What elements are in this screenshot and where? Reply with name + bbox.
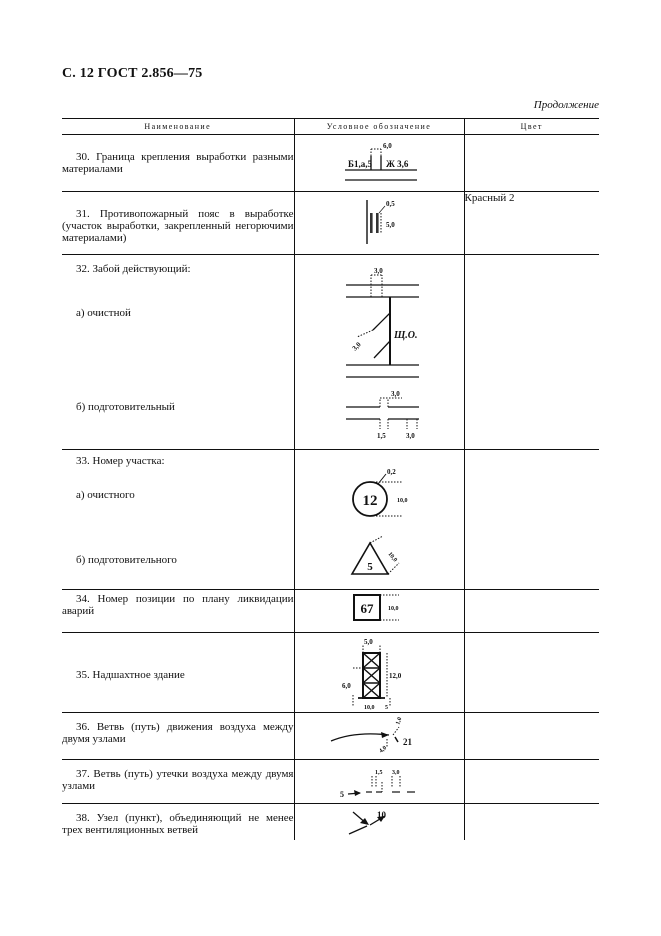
- dim-label: 3,0: [373, 267, 383, 275]
- section-number-symbols: [295, 450, 465, 589]
- face-label: Щ.О.: [393, 330, 417, 341]
- color-value: Красный 2: [464, 192, 515, 204]
- col-header-color: Цвет: [464, 119, 599, 135]
- symbol-cell: [294, 135, 464, 192]
- development-section-triangle: [352, 536, 399, 574]
- dim-label: 0,5: [385, 200, 395, 208]
- table-header-row: [62, 119, 599, 135]
- row-name: 37. Ветвь (путь) утечки воздуха между двумя узлами: [62, 768, 294, 792]
- symbol-cell: [294, 450, 464, 590]
- symbol-cell: [294, 713, 464, 760]
- table-row: [62, 450, 599, 590]
- table-row: [62, 633, 599, 713]
- dim-label: 1,0: [394, 716, 403, 726]
- symbol-cell: [294, 760, 464, 804]
- symbol-cell: [294, 192, 464, 255]
- color-cell: [464, 135, 599, 192]
- color-cell: [464, 804, 599, 840]
- material-label-left: Б1,а,5: [347, 159, 372, 169]
- table-row: [62, 255, 599, 450]
- sub-item: а) очистной: [76, 307, 131, 319]
- sub-item: б) подготовительного: [76, 554, 177, 566]
- dim-label: 10,0: [385, 551, 398, 564]
- air-leak-branch-symbol: [295, 760, 465, 803]
- section-number: 12: [362, 493, 377, 509]
- dim-label: 3,0: [350, 340, 363, 353]
- dim-label: 6,0: [382, 142, 392, 150]
- row-name: 31. Противопожарный пояс в выработке (участок выработки, закрепленный негорючими материалами): [62, 208, 294, 244]
- table-row: [62, 590, 599, 633]
- dim-label: 10,0: [363, 705, 374, 711]
- node-number: 21: [402, 737, 412, 747]
- node-number: 5: [339, 790, 344, 799]
- position-number-symbol: [295, 590, 465, 632]
- dim-label: 10,0: [387, 606, 398, 612]
- dim-label: 6,0: [341, 682, 351, 690]
- color-cell: [464, 633, 599, 713]
- color-cell: [464, 192, 599, 255]
- table-row: [62, 135, 599, 192]
- page-header: С. 12 ГОСТ 2.856—75: [62, 66, 203, 81]
- node-number: 10: [376, 810, 386, 820]
- dim-label: 0,2: [386, 468, 396, 476]
- sub-item: б) подготовительный: [76, 401, 175, 413]
- dim-label: 5,0: [363, 638, 373, 646]
- symbol-cell: [294, 804, 464, 840]
- col-header-symbol: Условное обозначение: [294, 119, 464, 135]
- dim-label: 1,5: [376, 432, 386, 440]
- row-name: 30. Граница крепления выработки разными материалами: [62, 151, 294, 175]
- symbol-cell: [294, 255, 464, 450]
- development-face-symbol: [346, 390, 419, 440]
- table-row: [62, 760, 599, 804]
- ventilation-node-symbol: [295, 804, 465, 838]
- symbol-cell: [294, 590, 464, 633]
- table-row: [62, 192, 599, 255]
- dim-label: 10,0: [396, 498, 407, 504]
- dim-label: 12,0: [388, 672, 401, 680]
- row-name: 32. Забой действующий:: [76, 263, 191, 275]
- color-cell: [464, 590, 599, 633]
- headframe-symbol: [295, 633, 465, 712]
- dim-label: 4,0: [377, 745, 388, 755]
- dim-label: 3,0: [405, 432, 415, 440]
- sub-item: а) очистного: [76, 489, 135, 501]
- section-number: 5: [366, 561, 373, 573]
- symbols-table: [62, 118, 599, 840]
- color-cell: [464, 450, 599, 590]
- dim-label: 1,5: [374, 770, 382, 776]
- boundary-support-symbol: [295, 135, 465, 191]
- row-name: 34. Номер позиции по плану ликвидации аварий: [62, 593, 294, 617]
- row-name: 36. Ветвь (путь) движения воздуха между двумя узлами: [62, 721, 294, 745]
- table-row: [62, 713, 599, 760]
- air-flow-branch-symbol: [295, 713, 465, 759]
- color-cell: [464, 760, 599, 804]
- dim-label: 5,0: [385, 221, 395, 229]
- stope-section-circle: [353, 468, 408, 516]
- dim-label: 5: [384, 705, 388, 711]
- symbol-cell: [294, 633, 464, 713]
- dim-label: 3,0: [390, 390, 400, 398]
- fire-belt-symbol: [295, 192, 465, 254]
- position-number: 67: [360, 601, 373, 616]
- active-face-symbols: [295, 255, 465, 449]
- row-name: 38. Узел (пункт), объединяющий не менее трех вентиляционных ветвей: [62, 812, 294, 836]
- row-name: 35. Надшахтное здание: [76, 669, 185, 681]
- continuation-label: Продолжение: [533, 99, 599, 111]
- dim-label: 3,0: [391, 770, 399, 776]
- row-name: 33. Номер участка:: [76, 455, 165, 467]
- table-row: [62, 804, 599, 840]
- color-cell: [464, 255, 599, 450]
- material-label-right: Ж 3,6: [385, 159, 408, 169]
- col-header-name: Наименование: [62, 119, 294, 135]
- color-cell: [464, 713, 599, 760]
- stope-face-symbol: [346, 267, 419, 377]
